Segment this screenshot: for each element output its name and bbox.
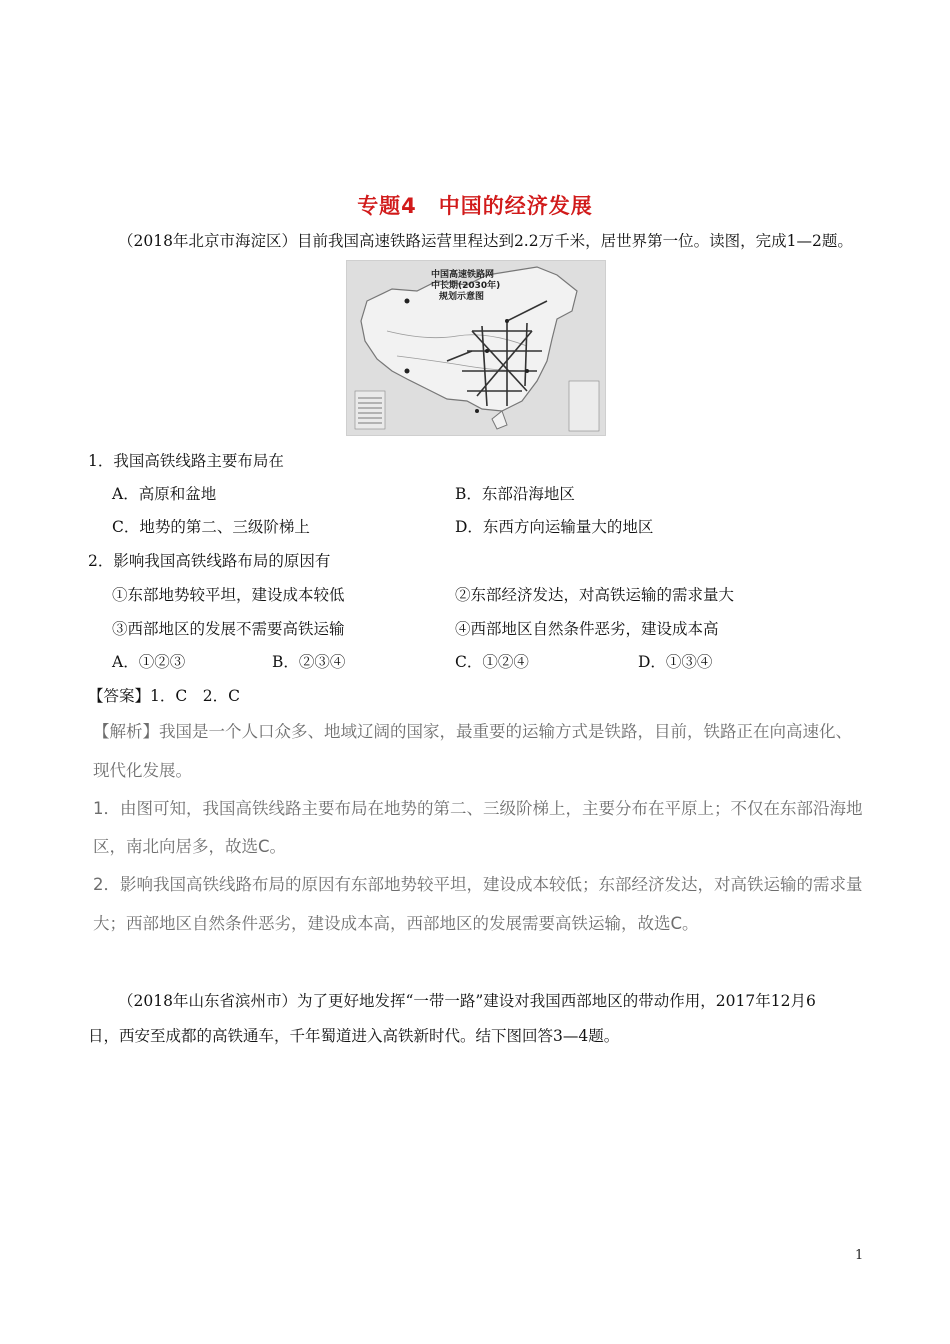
q2-stem: 2．影响我国高铁线路布局的原因有	[88, 552, 331, 570]
q2-statement-4: ④西部地区自然条件恶劣，建设成本高	[455, 620, 719, 638]
q2-statement-2: ②东部经济发达，对高铁运输的需求量大	[455, 586, 735, 604]
analysis-line-4: 区，南北向居多，故选C。	[93, 837, 287, 856]
q2-option-c: C．①②④	[455, 653, 529, 671]
china-railway-map	[346, 260, 606, 436]
map-graphic	[347, 261, 605, 435]
intro-paragraph-1: （2018年北京市海淀区）目前我国高速铁路运营里程达到2.2万千米，居世界第一位。读图，完成1—2题。	[118, 232, 853, 250]
q1-option-d: D．东西方向运输量大的地区	[455, 518, 654, 536]
q2-option-a: A．①②③	[112, 653, 186, 671]
intro-paragraph-2-line-1: （2018年山东省滨州市）为了更好地发挥“一带一路”建设对我国西部地区的带动作用，2017年12月6	[118, 992, 816, 1010]
answer-line: 【答案】1．C 2．C	[88, 687, 240, 705]
analysis-line-5: 2．影响我国高铁线路布局的原因有东部地势较平坦，建设成本较低；东部经济发达，对高铁运输的需求量	[93, 875, 863, 894]
q2-option-d: D．①③④	[638, 653, 713, 671]
q1-option-b: B．东部沿海地区	[455, 485, 575, 503]
page-title: 专题4 中国的经济发展	[357, 194, 593, 218]
q1-option-c: C．地势的第二、三级阶梯上	[112, 518, 310, 536]
map-title-line-3: 规划示意图	[439, 292, 485, 302]
map-title-line-2: 中长期(2030年)	[431, 281, 501, 291]
q2-statement-3: ③西部地区的发展不需要高铁运输	[112, 620, 345, 638]
q1-stem: 1．我国高铁线路主要布局在	[88, 452, 284, 470]
map-title-line-1: 中国高速铁路网	[431, 270, 495, 280]
intro-paragraph-2-line-2: 日，西安至成都的高铁通车，千年蜀道进入高铁新时代。结下图回答3—4题。	[88, 1027, 620, 1045]
analysis-line-3: 1．由图可知，我国高铁线路主要布局在地势的第二、三级阶梯上，主要分布在平原上；不仅在东部沿海地	[93, 799, 863, 818]
q2-option-b: B．②③④	[272, 653, 346, 671]
analysis-line-6: 大；西部地区自然条件恶劣，建设成本高，西部地区的发展需要高铁运输，故选C。	[93, 914, 699, 933]
q1-option-a: A．高原和盆地	[112, 485, 217, 503]
analysis-line-1: 【解析】我国是一个人口众多、地域辽阔的国家，最重要的运输方式是铁路，目前，铁路正在向高速化、	[93, 722, 852, 741]
analysis-line-2: 现代化发展。	[93, 761, 192, 780]
q2-statement-1: ①东部地势较平坦，建设成本较低	[112, 586, 345, 604]
page-number: 1	[855, 1248, 864, 1263]
